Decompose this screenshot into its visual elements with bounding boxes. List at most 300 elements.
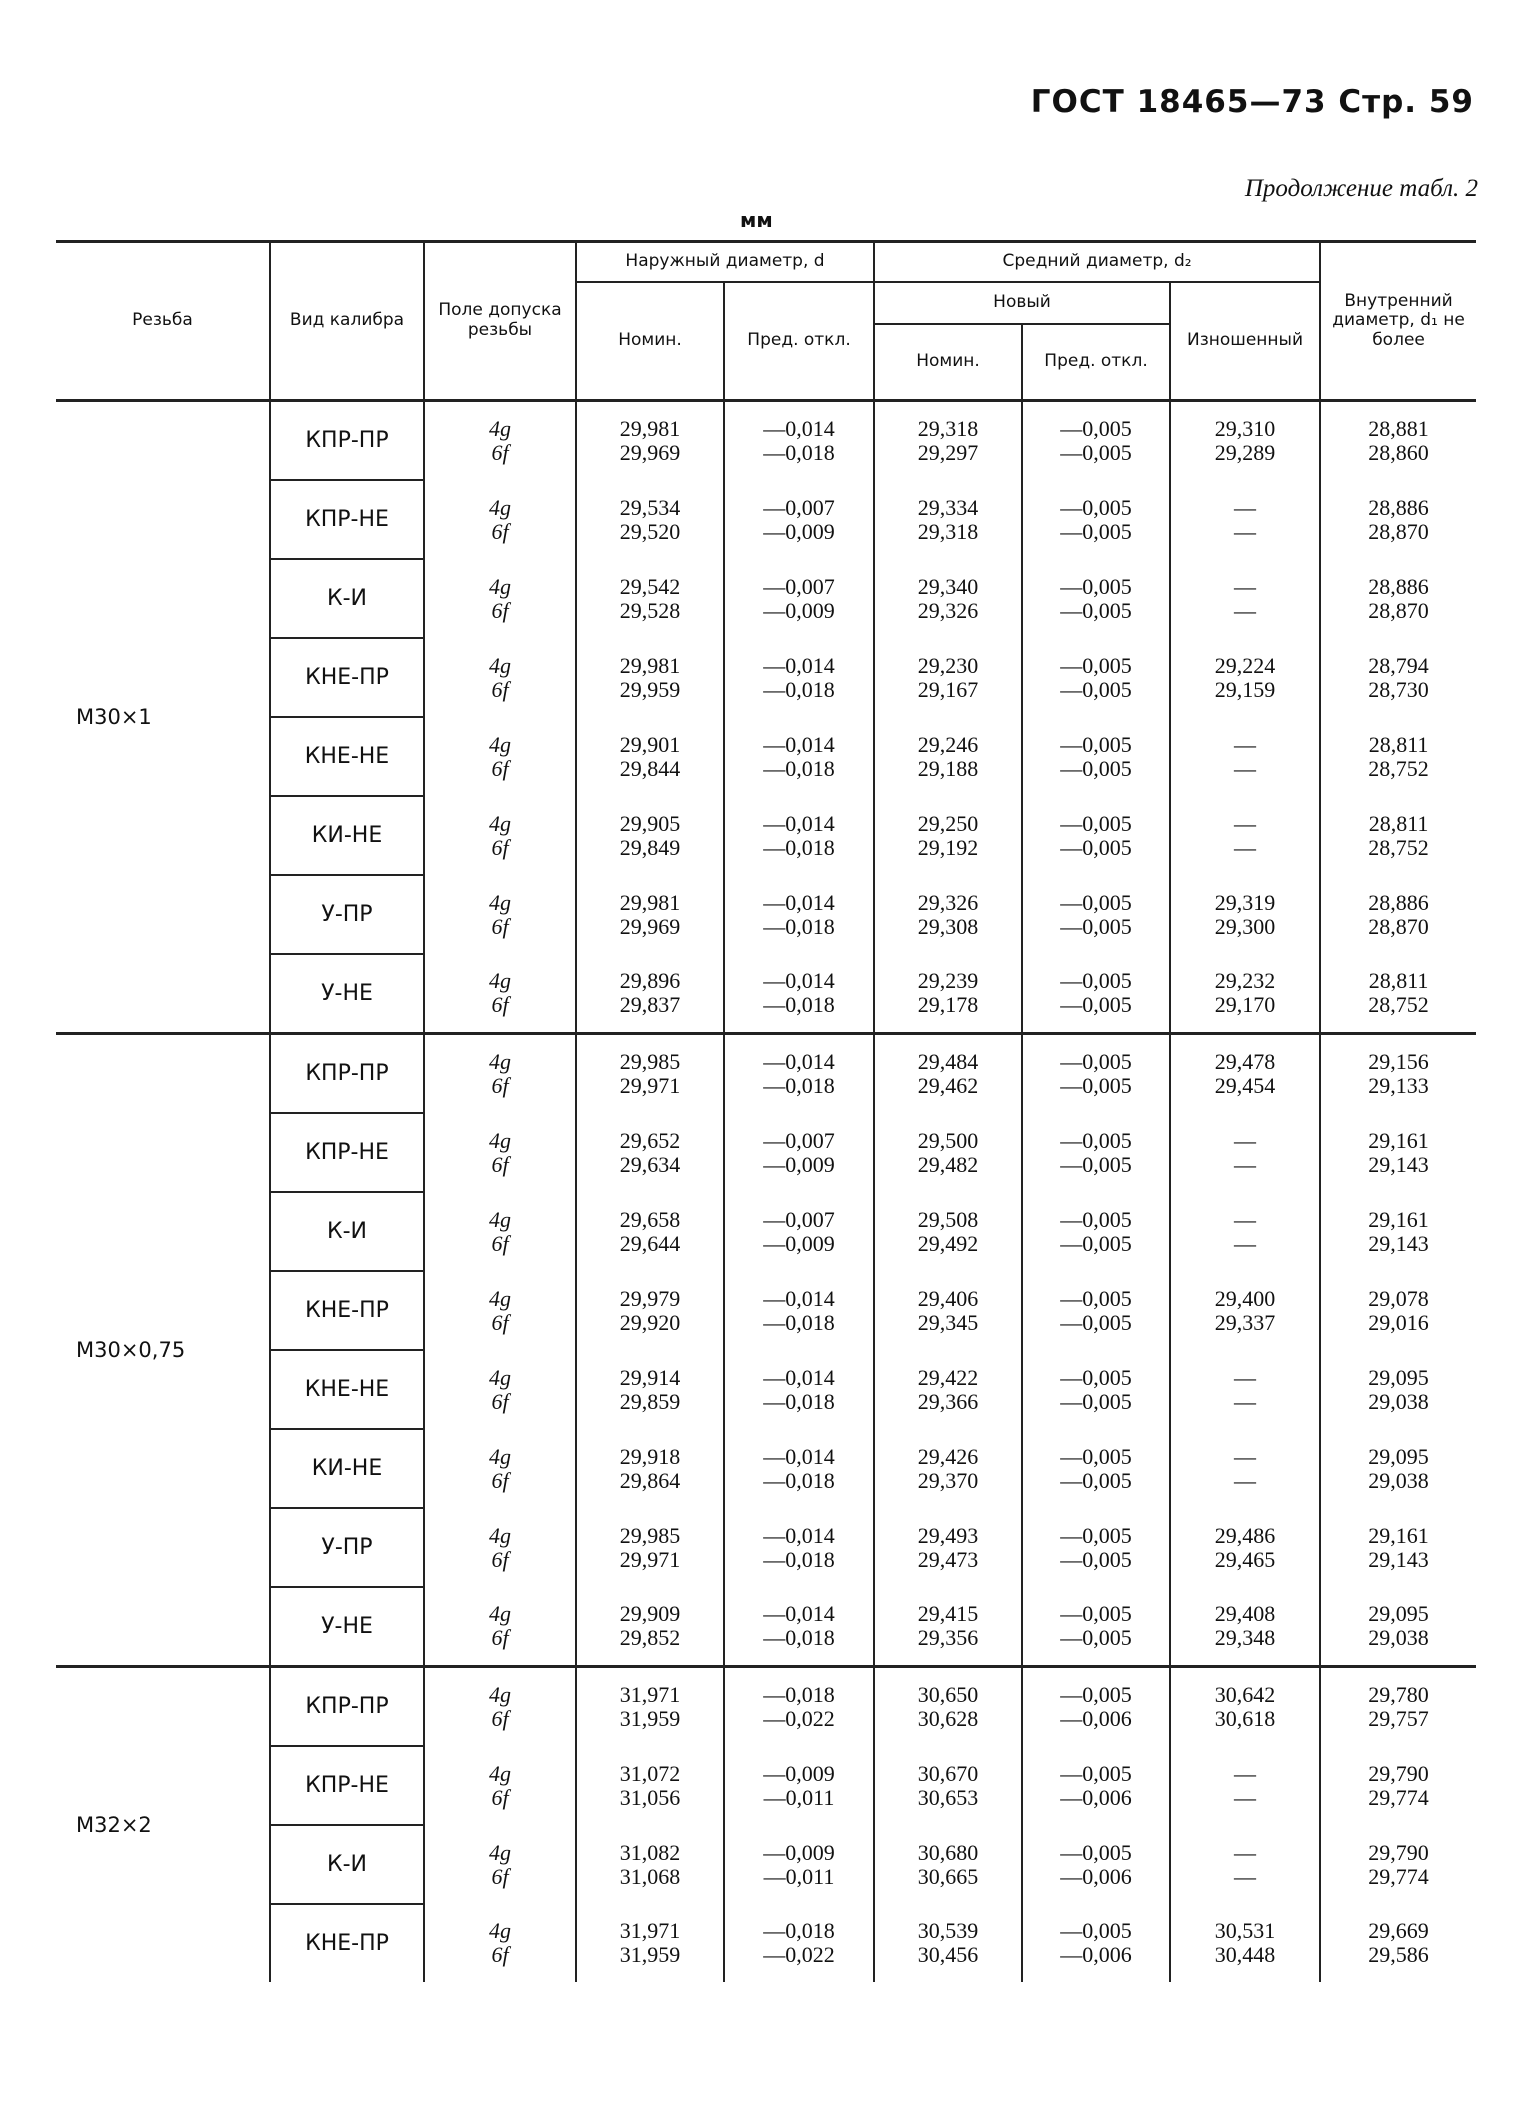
worn-value-lower: 29,159 <box>1214 676 1276 702</box>
gauge-type: КПР-НЕ <box>270 480 424 559</box>
tolerance-field <box>424 1587 576 1667</box>
inner-diameter-upper: 28,794 <box>1368 652 1429 678</box>
middle-dev-lower: —0,005 <box>1060 834 1132 860</box>
col-new: Новый <box>874 282 1170 324</box>
inner-diameter-upper: 29,161 <box>1368 1206 1429 1232</box>
tolerance-field <box>424 954 576 1034</box>
outer-nom-lower: 31,959 <box>619 1706 681 1731</box>
outer-nom-upper: 31,971 <box>619 1682 681 1707</box>
inner-diameter-upper: 29,156 <box>1368 1049 1429 1074</box>
tolerance-lower <box>425 1074 575 1098</box>
tolerance-upper <box>425 1524 575 1548</box>
middle-dev <box>1022 1192 1170 1271</box>
tolerance-6f: 6f <box>491 834 509 860</box>
tolerance-field <box>424 717 576 796</box>
outer-dev-lower: —0,018 <box>763 1309 835 1335</box>
outer-nom-upper: 29,542 <box>619 573 681 599</box>
middle-nom-upper: 29,406 <box>917 1285 979 1311</box>
tolerance-field <box>424 401 576 481</box>
middle-nom <box>874 559 1022 638</box>
middle-dev-lower: —0,005 <box>1060 518 1132 544</box>
tolerance-lower <box>425 1232 575 1256</box>
outer-nom-upper: 29,896 <box>619 968 681 993</box>
outer-nom-lower: 29,969 <box>619 440 681 465</box>
outer-dev <box>724 796 874 875</box>
worn-value <box>1170 1192 1320 1271</box>
middle-dev <box>1022 796 1170 875</box>
tolerance-4g: 4g <box>489 1127 511 1153</box>
tolerance-6f: 6f <box>491 1625 509 1650</box>
gauge-type: КПР-НЕ <box>270 1746 424 1825</box>
middle-dev-lower: —0,005 <box>1060 913 1132 939</box>
outer-nom-upper: 29,981 <box>619 889 681 915</box>
worn-value-upper: — <box>1234 1839 1257 1865</box>
tolerance-field <box>424 1271 576 1350</box>
tolerance-lower <box>425 1548 575 1572</box>
gauge-type: К-И <box>270 559 424 638</box>
worn-value-lower: — <box>1234 1230 1257 1256</box>
inner-diameter-lower: 29,016 <box>1368 1309 1429 1335</box>
inner-diameter-lower: 28,752 <box>1368 755 1429 781</box>
tolerance-upper <box>425 812 575 836</box>
middle-dev <box>1022 1271 1170 1350</box>
tolerance-lower <box>425 1153 575 1177</box>
tolerance-4g: 4g <box>489 1682 511 1707</box>
inner-diameter <box>1320 1113 1476 1192</box>
tolerance-6f: 6f <box>491 992 509 1017</box>
tolerance-6f: 6f <box>491 597 509 623</box>
tolerance-4g: 4g <box>489 573 511 599</box>
inner-diameter-upper: 29,095 <box>1368 1443 1429 1469</box>
inner-diameter <box>1320 401 1476 481</box>
middle-nom-upper: 29,508 <box>917 1206 979 1232</box>
middle-nom-lower: 29,167 <box>917 676 979 702</box>
outer-nom <box>576 1034 724 1114</box>
worn-value-lower: 29,465 <box>1214 1546 1276 1572</box>
outer-dev-lower: —0,009 <box>763 518 835 544</box>
middle-nom-upper: 29,326 <box>917 889 979 915</box>
worn-value-lower: 30,448 <box>1214 1942 1276 1967</box>
middle-dev-lower: —0,005 <box>1060 1625 1132 1650</box>
outer-dev-upper: —0,018 <box>763 1918 835 1943</box>
middle-dev-upper: —0,005 <box>1060 1839 1132 1865</box>
worn-value-lower: 29,170 <box>1214 992 1276 1017</box>
inner-diameter-lower: 29,143 <box>1368 1546 1429 1572</box>
middle-dev <box>1022 1034 1170 1114</box>
worn-value-upper: 29,400 <box>1214 1285 1276 1311</box>
outer-nom-lower: 29,864 <box>619 1467 681 1493</box>
inner-diameter <box>1320 954 1476 1034</box>
inner-diameter <box>1320 638 1476 717</box>
worn-value-upper: — <box>1234 1443 1257 1469</box>
inner-diameter-upper: 29,161 <box>1368 1522 1429 1548</box>
middle-dev <box>1022 559 1170 638</box>
inner-diameter <box>1320 1350 1476 1429</box>
middle-dev <box>1022 1429 1170 1508</box>
middle-nom <box>874 1113 1022 1192</box>
gauge-type: КПР-ПР <box>270 1034 424 1114</box>
inner-diameter-lower: 29,774 <box>1368 1863 1429 1889</box>
outer-dev-lower: —0,022 <box>763 1706 835 1731</box>
gauge-type: КИ-НЕ <box>270 1429 424 1508</box>
outer-nom-upper: 29,981 <box>619 652 681 678</box>
inner-diameter-lower: 29,143 <box>1368 1151 1429 1177</box>
outer-nom-lower: 29,837 <box>619 992 681 1017</box>
col-middle-diameter: Средний диаметр, d₂ <box>874 242 1320 283</box>
middle-nom-upper: 29,484 <box>917 1049 979 1074</box>
inner-diameter <box>1320 1904 1476 1982</box>
outer-dev <box>724 1508 874 1587</box>
gauge-type: КНЕ-ПР <box>270 638 424 717</box>
middle-nom-upper: 29,334 <box>917 494 979 520</box>
worn-value <box>1170 717 1320 796</box>
tolerance-6f: 6f <box>491 1706 509 1731</box>
middle-dev-upper: —0,005 <box>1060 494 1132 520</box>
outer-nom-lower: 29,971 <box>619 1073 681 1098</box>
middle-dev-lower: —0,005 <box>1060 1230 1132 1256</box>
tolerance-upper <box>425 1208 575 1232</box>
outer-nom-upper: 29,658 <box>619 1206 681 1232</box>
middle-nom-lower: 29,482 <box>917 1151 979 1177</box>
tolerance-4g: 4g <box>489 1206 511 1232</box>
inner-diameter-upper: 29,078 <box>1368 1285 1429 1311</box>
outer-nom-lower: 29,849 <box>619 834 681 860</box>
middle-nom <box>874 1271 1022 1350</box>
middle-nom <box>874 1667 1022 1747</box>
outer-dev-upper: —0,014 <box>763 810 835 836</box>
tolerance-upper <box>425 1683 575 1707</box>
outer-nom <box>576 1350 724 1429</box>
col-outer-diameter: Наружный диаметр, d <box>576 242 874 283</box>
outer-dev-upper: —0,014 <box>763 1601 835 1626</box>
outer-nom <box>576 1192 724 1271</box>
col-thread: Резьба <box>56 242 270 401</box>
outer-nom <box>576 954 724 1034</box>
middle-dev-upper: —0,005 <box>1060 1522 1132 1548</box>
table-row <box>56 401 1476 481</box>
middle-nom <box>874 875 1022 954</box>
middle-nom-upper: 29,415 <box>917 1601 979 1626</box>
outer-nom-upper: 29,979 <box>619 1285 681 1311</box>
outer-dev-upper: —0,009 <box>763 1839 835 1865</box>
gauge-type: КНЕ-ПР <box>270 1271 424 1350</box>
middle-dev-upper: —0,005 <box>1060 1601 1132 1626</box>
outer-dev <box>724 1746 874 1825</box>
outer-nom-lower: 29,644 <box>619 1230 681 1256</box>
middle-nom-upper: 29,239 <box>917 968 979 993</box>
outer-dev <box>724 638 874 717</box>
inner-diameter-lower: 29,038 <box>1368 1467 1429 1493</box>
gauge-table <box>56 240 1476 1982</box>
middle-nom-lower: 29,462 <box>917 1073 979 1098</box>
tolerance-lower <box>425 1390 575 1414</box>
worn-value-upper: 29,232 <box>1214 968 1276 993</box>
tolerance-field <box>424 875 576 954</box>
tolerance-4g: 4g <box>489 1285 511 1311</box>
tolerance-field <box>424 559 576 638</box>
tolerance-lower <box>425 1865 575 1889</box>
worn-value <box>1170 480 1320 559</box>
worn-value-lower: 29,289 <box>1214 440 1276 465</box>
inner-diameter-lower: 28,870 <box>1368 597 1429 623</box>
outer-dev <box>724 559 874 638</box>
outer-dev-upper: —0,009 <box>763 1760 835 1786</box>
gauge-type: КПР-ПР <box>270 1667 424 1747</box>
tolerance-field <box>424 1429 576 1508</box>
tolerance-field <box>424 1825 576 1904</box>
outer-nom-lower: 29,852 <box>619 1625 681 1650</box>
outer-dev-upper: —0,014 <box>763 1522 835 1548</box>
outer-dev-upper: —0,014 <box>763 1049 835 1074</box>
middle-dev-upper: —0,005 <box>1060 1682 1132 1707</box>
tolerance-6f: 6f <box>491 1073 509 1098</box>
inner-diameter-lower: 29,757 <box>1368 1706 1429 1731</box>
tolerance-4g: 4g <box>489 1601 511 1626</box>
worn-value-lower: — <box>1234 834 1257 860</box>
outer-nom <box>576 1667 724 1747</box>
continuation-label: Продолжение табл. 2 <box>1244 175 1478 202</box>
outer-nom-lower: 29,859 <box>619 1388 681 1414</box>
middle-dev <box>1022 1667 1170 1747</box>
outer-nom-upper: 29,652 <box>619 1127 681 1153</box>
outer-dev <box>724 1034 874 1114</box>
table-body <box>56 401 1476 1983</box>
tolerance-field <box>424 480 576 559</box>
middle-dev-lower: —0,005 <box>1060 1388 1132 1414</box>
inner-diameter-upper: 28,886 <box>1368 494 1429 520</box>
worn-value <box>1170 1034 1320 1114</box>
outer-dev-lower: —0,018 <box>763 834 835 860</box>
tolerance-field <box>424 1350 576 1429</box>
tolerance-lower <box>425 441 575 465</box>
inner-diameter-lower: 28,752 <box>1368 992 1429 1017</box>
outer-nom-lower: 29,920 <box>619 1309 681 1335</box>
outer-dev <box>724 401 874 481</box>
tolerance-upper <box>425 1050 575 1074</box>
tolerance-upper <box>425 1762 575 1786</box>
tolerance-lower <box>425 1626 575 1650</box>
outer-dev-upper: —0,007 <box>763 1127 835 1153</box>
middle-nom-lower: 29,188 <box>917 755 979 781</box>
middle-dev <box>1022 1350 1170 1429</box>
worn-value-lower: — <box>1234 1151 1257 1177</box>
outer-nom <box>576 559 724 638</box>
outer-dev-lower: —0,018 <box>763 1467 835 1493</box>
outer-nom <box>576 796 724 875</box>
tolerance-upper <box>425 1602 575 1626</box>
worn-value-upper: — <box>1234 731 1257 757</box>
worn-value-upper: — <box>1234 1364 1257 1390</box>
outer-dev-lower: —0,018 <box>763 1073 835 1098</box>
outer-dev-lower: —0,018 <box>763 1546 835 1572</box>
outer-dev <box>724 1587 874 1667</box>
outer-nom <box>576 1113 724 1192</box>
outer-nom-upper: 29,534 <box>619 494 681 520</box>
tolerance-6f: 6f <box>491 440 509 465</box>
outer-dev <box>724 1271 874 1350</box>
tolerance-lower <box>425 520 575 544</box>
worn-value <box>1170 1429 1320 1508</box>
middle-nom <box>874 638 1022 717</box>
outer-dev-lower: —0,011 <box>763 1784 835 1810</box>
outer-nom-lower: 29,520 <box>619 518 681 544</box>
tolerance-6f: 6f <box>491 1467 509 1493</box>
inner-diameter <box>1320 1667 1476 1747</box>
middle-nom-lower: 29,473 <box>917 1546 979 1572</box>
gauge-type: К-И <box>270 1192 424 1271</box>
inner-diameter-upper: 28,881 <box>1368 416 1429 441</box>
outer-dev-lower: —0,018 <box>763 913 835 939</box>
outer-nom-upper: 29,909 <box>619 1601 681 1626</box>
middle-nom-lower: 29,318 <box>917 518 979 544</box>
worn-value-upper: 29,478 <box>1214 1049 1276 1074</box>
inner-diameter-lower: 28,870 <box>1368 913 1429 939</box>
middle-nom-lower: 29,308 <box>917 913 979 939</box>
worn-value-lower: 30,618 <box>1214 1706 1276 1731</box>
outer-dev-upper: —0,014 <box>763 652 835 678</box>
inner-diameter-upper: 29,095 <box>1368 1601 1429 1626</box>
outer-dev-lower: —0,009 <box>763 597 835 623</box>
outer-dev <box>724 875 874 954</box>
outer-nom <box>576 638 724 717</box>
middle-nom <box>874 1587 1022 1667</box>
tolerance-upper <box>425 1919 575 1943</box>
outer-nom <box>576 1746 724 1825</box>
middle-dev-lower: —0,006 <box>1060 1784 1132 1810</box>
middle-nom-lower: 29,326 <box>917 597 979 623</box>
worn-value <box>1170 1667 1320 1747</box>
tolerance-lower <box>425 836 575 860</box>
middle-dev-upper: —0,005 <box>1060 1760 1132 1786</box>
tolerance-4g: 4g <box>489 1760 511 1786</box>
middle-nom <box>874 1508 1022 1587</box>
worn-value <box>1170 1825 1320 1904</box>
worn-value-lower: 29,300 <box>1214 913 1276 939</box>
inner-diameter-lower: 29,133 <box>1368 1073 1429 1098</box>
inner-diameter <box>1320 1587 1476 1667</box>
gauge-type: К-И <box>270 1825 424 1904</box>
middle-nom-upper: 29,426 <box>917 1443 979 1469</box>
inner-diameter-lower: 28,730 <box>1368 676 1429 702</box>
worn-value <box>1170 1587 1320 1667</box>
tolerance-field <box>424 1904 576 1982</box>
outer-nom <box>576 1904 724 1982</box>
middle-dev-lower: —0,005 <box>1060 1467 1132 1493</box>
gauge-type: КНЕ-ПР <box>270 1904 424 1982</box>
worn-value-upper: — <box>1234 1127 1257 1153</box>
middle-dev <box>1022 1113 1170 1192</box>
middle-nom-upper: 29,246 <box>917 731 979 757</box>
middle-nom-upper: 29,318 <box>917 416 979 441</box>
inner-diameter-upper: 28,886 <box>1368 573 1429 599</box>
outer-nom <box>576 1825 724 1904</box>
worn-value <box>1170 638 1320 717</box>
outer-nom <box>576 1508 724 1587</box>
tolerance-6f: 6f <box>491 1151 509 1177</box>
worn-value-upper: 29,319 <box>1214 889 1276 915</box>
outer-dev <box>724 1429 874 1508</box>
worn-value <box>1170 875 1320 954</box>
worn-value-lower: 29,337 <box>1214 1309 1276 1335</box>
outer-nom <box>576 717 724 796</box>
outer-nom-upper: 31,082 <box>619 1839 681 1865</box>
tolerance-4g: 4g <box>489 810 511 836</box>
tolerance-6f: 6f <box>491 676 509 702</box>
gauge-type: У-НЕ <box>270 1587 424 1667</box>
tolerance-upper <box>425 496 575 520</box>
tolerance-4g: 4g <box>489 494 511 520</box>
inner-diameter <box>1320 1508 1476 1587</box>
outer-dev-lower: —0,018 <box>763 992 835 1017</box>
inner-diameter-lower: 29,038 <box>1368 1625 1429 1650</box>
tolerance-field <box>424 1192 576 1271</box>
middle-nom-lower: 29,492 <box>917 1230 979 1256</box>
worn-value <box>1170 559 1320 638</box>
worn-value-upper: — <box>1234 810 1257 836</box>
inner-diameter <box>1320 1429 1476 1508</box>
worn-value <box>1170 401 1320 481</box>
tolerance-4g: 4g <box>489 1364 511 1390</box>
inner-diameter <box>1320 1192 1476 1271</box>
tolerance-field <box>424 1113 576 1192</box>
middle-nom-lower: 30,665 <box>917 1863 979 1889</box>
middle-dev-upper: —0,005 <box>1060 1206 1132 1232</box>
middle-nom-lower: 29,356 <box>917 1625 979 1650</box>
tolerance-4g: 4g <box>489 1839 511 1865</box>
worn-value-upper: 30,642 <box>1214 1682 1276 1707</box>
outer-dev-lower: —0,018 <box>763 676 835 702</box>
middle-dev-upper: —0,005 <box>1060 810 1132 836</box>
outer-nom-upper: 29,985 <box>619 1049 681 1074</box>
tolerance-lower <box>425 678 575 702</box>
middle-dev-lower: —0,005 <box>1060 1151 1132 1177</box>
outer-dev-lower: —0,018 <box>763 440 835 465</box>
middle-nom-lower: 29,370 <box>917 1467 979 1493</box>
middle-nom-upper: 29,230 <box>917 652 979 678</box>
tolerance-upper <box>425 1445 575 1469</box>
middle-dev <box>1022 1904 1170 1982</box>
inner-diameter-lower: 29,586 <box>1368 1942 1429 1967</box>
tolerance-6f: 6f <box>491 1309 509 1335</box>
tolerance-field <box>424 1746 576 1825</box>
worn-value-upper: 29,224 <box>1214 652 1276 678</box>
middle-dev-lower: —0,005 <box>1060 440 1132 465</box>
middle-dev-upper: —0,005 <box>1060 573 1132 599</box>
outer-nom-upper: 29,981 <box>619 416 681 441</box>
outer-dev-lower: —0,022 <box>763 1942 835 1967</box>
col-outer-nom: Номин. <box>576 282 724 401</box>
tolerance-upper <box>425 575 575 599</box>
middle-nom-upper: 30,650 <box>917 1682 979 1707</box>
middle-dev-upper: —0,005 <box>1060 889 1132 915</box>
middle-nom <box>874 1904 1022 1982</box>
middle-nom-upper: 30,670 <box>917 1760 979 1786</box>
tolerance-4g: 4g <box>489 1049 511 1074</box>
middle-dev-lower: —0,005 <box>1060 1073 1132 1098</box>
inner-diameter-upper: 29,780 <box>1368 1682 1429 1707</box>
middle-dev <box>1022 1587 1170 1667</box>
middle-dev-lower: —0,006 <box>1060 1942 1132 1967</box>
outer-nom-lower: 31,068 <box>619 1863 681 1889</box>
middle-nom-lower: 30,653 <box>917 1784 979 1810</box>
tolerance-4g: 4g <box>489 889 511 915</box>
gauge-type: У-ПР <box>270 1508 424 1587</box>
tolerance-field <box>424 796 576 875</box>
inner-diameter <box>1320 717 1476 796</box>
tolerance-upper <box>425 1287 575 1311</box>
middle-dev-upper: —0,005 <box>1060 416 1132 441</box>
outer-dev <box>724 1192 874 1271</box>
